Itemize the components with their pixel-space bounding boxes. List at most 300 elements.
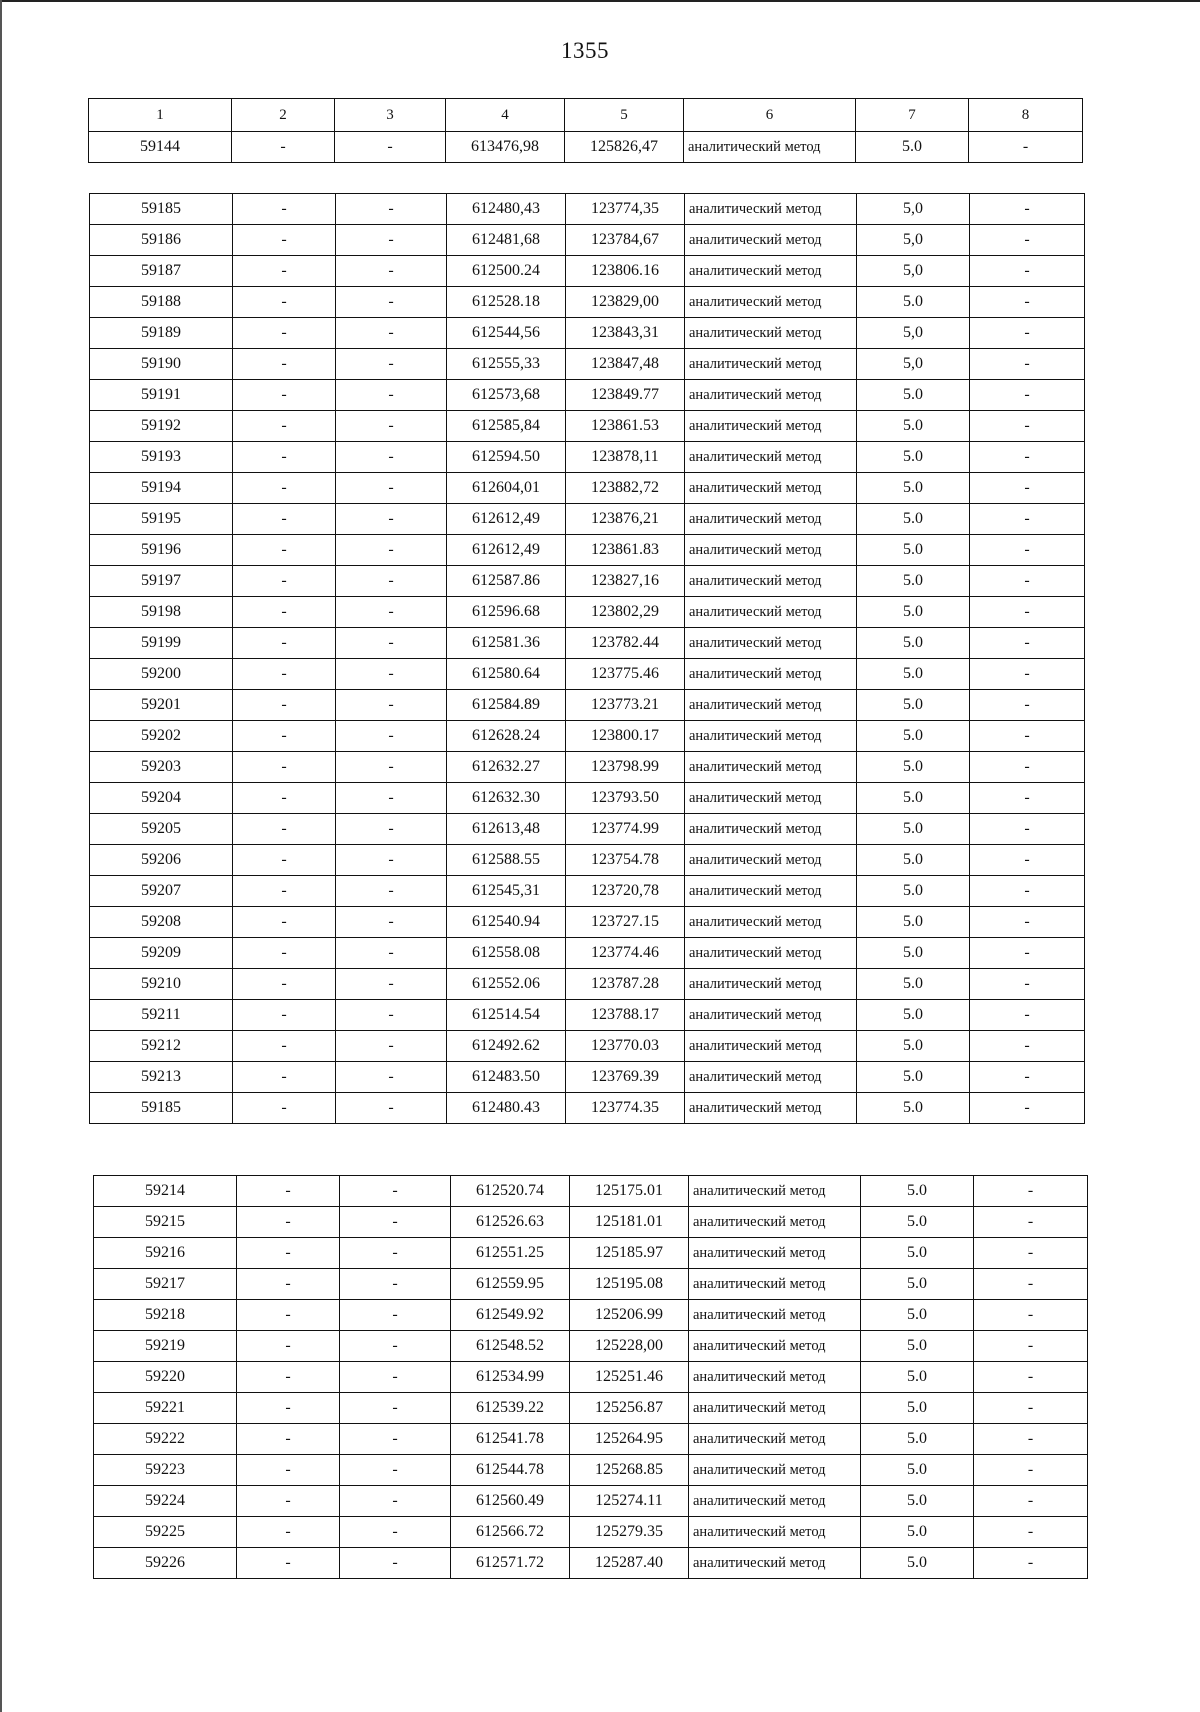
method-cell: аналитический метод	[689, 1486, 861, 1517]
col-2-cell: -	[233, 504, 336, 535]
accuracy-cell: 5.0	[861, 1176, 974, 1207]
accuracy-cell: 5.0	[857, 1031, 970, 1062]
column-header: 1	[89, 99, 232, 132]
col-8-cell: -	[970, 287, 1085, 318]
x-coordinate-cell: 612480.43	[447, 1093, 566, 1124]
col-3-cell: -	[336, 1062, 447, 1093]
col-2-cell: -	[233, 690, 336, 721]
method-cell: аналитический метод	[689, 1393, 861, 1424]
col-2-cell: -	[233, 659, 336, 690]
point-number-cell: 59225	[94, 1517, 237, 1548]
point-number-cell: 59218	[94, 1300, 237, 1331]
point-number-cell: 59192	[90, 411, 233, 442]
col-3-cell: -	[336, 566, 447, 597]
col-8-cell: -	[970, 566, 1085, 597]
method-cell: аналитический метод	[685, 783, 857, 814]
col-2-cell: -	[233, 814, 336, 845]
accuracy-cell: 5.0	[857, 814, 970, 845]
table-row	[90, 876, 1085, 907]
x-coordinate-cell: 612632.30	[447, 783, 566, 814]
accuracy-cell: 5.0	[857, 597, 970, 628]
col-3-cell: -	[340, 1176, 451, 1207]
point-number-cell: 59185	[90, 194, 233, 225]
table-row	[89, 132, 1083, 163]
method-cell: аналитический метод	[689, 1455, 861, 1486]
y-coordinate-cell: 125181.01	[570, 1207, 689, 1238]
table-row	[90, 473, 1085, 504]
table-row	[90, 597, 1085, 628]
accuracy-cell: 5.0	[857, 752, 970, 783]
col-8-cell: -	[970, 1093, 1085, 1124]
accuracy-cell: 5.0	[857, 411, 970, 442]
col-2-cell: -	[233, 225, 336, 256]
method-cell: аналитический метод	[685, 845, 857, 876]
col-3-cell: -	[340, 1207, 451, 1238]
col-8-cell: -	[970, 442, 1085, 473]
x-coordinate-cell: 612520.74	[451, 1176, 570, 1207]
accuracy-cell: 5.0	[856, 132, 969, 163]
col-8-cell: -	[970, 194, 1085, 225]
scan-edge-left	[0, 0, 2, 1712]
accuracy-cell: 5,0	[857, 349, 970, 380]
y-coordinate-cell: 125256.87	[570, 1393, 689, 1424]
method-cell: аналитический метод	[689, 1331, 861, 1362]
col-8-cell: -	[970, 597, 1085, 628]
col-2-cell: -	[233, 1031, 336, 1062]
x-coordinate-cell: 612526.63	[451, 1207, 570, 1238]
point-number-cell: 59212	[90, 1031, 233, 1062]
accuracy-cell: 5.0	[857, 566, 970, 597]
point-number-cell: 59191	[90, 380, 233, 411]
col-3-cell: -	[336, 938, 447, 969]
col-8-cell: -	[970, 1031, 1085, 1062]
y-coordinate-cell: 123882,72	[566, 473, 685, 504]
col-3-cell: -	[336, 721, 447, 752]
y-coordinate-cell: 123861.53	[566, 411, 685, 442]
point-number-cell: 59196	[90, 535, 233, 566]
table-row	[94, 1331, 1088, 1362]
table-row	[90, 411, 1085, 442]
col-8-cell: -	[974, 1455, 1088, 1486]
method-cell: аналитический метод	[685, 349, 857, 380]
col-2-cell: -	[237, 1269, 340, 1300]
point-number-cell: 59207	[90, 876, 233, 907]
col-2-cell: -	[233, 938, 336, 969]
col-8-cell: -	[974, 1362, 1088, 1393]
y-coordinate-cell: 123788.17	[566, 1000, 685, 1031]
accuracy-cell: 5.0	[857, 442, 970, 473]
coordinates-table-block-a	[88, 98, 1083, 163]
y-coordinate-cell: 123774,35	[566, 194, 685, 225]
y-coordinate-cell: 123774.35	[566, 1093, 685, 1124]
method-cell: аналитический метод	[689, 1548, 861, 1579]
x-coordinate-cell: 612613,48	[447, 814, 566, 845]
point-number-cell: 59226	[94, 1548, 237, 1579]
col-2-cell: -	[233, 473, 336, 504]
column-header: 4	[446, 99, 565, 132]
col-2-cell: -	[233, 566, 336, 597]
col-3-cell: -	[340, 1486, 451, 1517]
accuracy-cell: 5.0	[857, 473, 970, 504]
col-3-cell: -	[336, 969, 447, 1000]
table-row	[90, 1093, 1085, 1124]
y-coordinate-cell: 125264.95	[570, 1424, 689, 1455]
col-3-cell: -	[340, 1393, 451, 1424]
col-3-cell: -	[336, 535, 447, 566]
accuracy-cell: 5.0	[857, 845, 970, 876]
col-2-cell: -	[233, 969, 336, 1000]
accuracy-cell: 5.0	[857, 287, 970, 318]
coordinates-table-block-c	[93, 1175, 1088, 1579]
page-number: 1355	[561, 38, 609, 63]
method-cell: аналитический метод	[689, 1517, 861, 1548]
y-coordinate-cell: 125185.97	[570, 1238, 689, 1269]
x-coordinate-cell: 612559.95	[451, 1269, 570, 1300]
table-row	[94, 1362, 1088, 1393]
col-8-cell: -	[970, 380, 1085, 411]
col-2-cell: -	[233, 442, 336, 473]
accuracy-cell: 5.0	[861, 1269, 974, 1300]
accuracy-cell: 5.0	[861, 1238, 974, 1269]
col-8-cell: -	[970, 876, 1085, 907]
method-cell: аналитический метод	[685, 504, 857, 535]
point-number-cell: 59216	[94, 1238, 237, 1269]
table-row	[90, 814, 1085, 845]
x-coordinate-cell: 612560.49	[451, 1486, 570, 1517]
col-3-cell: -	[336, 504, 447, 535]
y-coordinate-cell: 123754.78	[566, 845, 685, 876]
method-cell: аналитический метод	[685, 256, 857, 287]
table-row	[94, 1269, 1088, 1300]
accuracy-cell: 5.0	[861, 1486, 974, 1517]
x-coordinate-cell: 612581.36	[447, 628, 566, 659]
accuracy-cell: 5,0	[857, 318, 970, 349]
col-8-cell: -	[970, 907, 1085, 938]
accuracy-cell: 5.0	[857, 783, 970, 814]
col-2-cell: -	[233, 411, 336, 442]
point-number-cell: 59213	[90, 1062, 233, 1093]
col-2-cell: -	[232, 132, 335, 163]
y-coordinate-cell: 123861.83	[566, 535, 685, 566]
method-cell: аналитический метод	[689, 1300, 861, 1331]
accuracy-cell: 5.0	[857, 876, 970, 907]
table-row	[90, 287, 1085, 318]
col-2-cell: -	[237, 1517, 340, 1548]
x-coordinate-cell: 612545,31	[447, 876, 566, 907]
accuracy-cell: 5.0	[857, 628, 970, 659]
method-cell: аналитический метод	[685, 1000, 857, 1031]
method-cell: аналитический метод	[685, 225, 857, 256]
y-coordinate-cell: 123774.99	[566, 814, 685, 845]
point-number-cell: 59214	[94, 1176, 237, 1207]
col-2-cell: -	[233, 256, 336, 287]
accuracy-cell: 5.0	[861, 1331, 974, 1362]
col-2-cell: -	[233, 380, 336, 411]
accuracy-cell: 5.0	[857, 938, 970, 969]
point-number-cell: 59208	[90, 907, 233, 938]
col-3-cell: -	[340, 1517, 451, 1548]
accuracy-cell: 5.0	[861, 1517, 974, 1548]
col-2-cell: -	[237, 1238, 340, 1269]
table-row	[90, 566, 1085, 597]
point-number-cell: 59197	[90, 566, 233, 597]
table-row	[94, 1455, 1088, 1486]
table-row	[90, 1031, 1085, 1062]
x-coordinate-cell: 612544.78	[451, 1455, 570, 1486]
method-cell: аналитический метод	[685, 566, 857, 597]
accuracy-cell: 5.0	[857, 1000, 970, 1031]
table-row	[94, 1424, 1088, 1455]
table-row	[90, 1000, 1085, 1031]
col-2-cell: -	[233, 194, 336, 225]
col-8-cell: -	[974, 1517, 1088, 1548]
point-number-cell: 59221	[94, 1393, 237, 1424]
col-2-cell: -	[237, 1424, 340, 1455]
x-coordinate-cell: 612558.08	[447, 938, 566, 969]
accuracy-cell: 5.0	[861, 1393, 974, 1424]
x-coordinate-cell: 612566.72	[451, 1517, 570, 1548]
col-8-cell: -	[970, 473, 1085, 504]
col-8-cell: -	[970, 783, 1085, 814]
table-row	[94, 1486, 1088, 1517]
x-coordinate-cell: 612548.52	[451, 1331, 570, 1362]
col-8-cell: -	[970, 845, 1085, 876]
x-coordinate-cell: 612587.86	[447, 566, 566, 597]
x-coordinate-cell: 612549.92	[451, 1300, 570, 1331]
point-number-cell: 59205	[90, 814, 233, 845]
y-coordinate-cell: 123878,11	[566, 442, 685, 473]
col-8-cell: -	[970, 659, 1085, 690]
col-3-cell: -	[336, 845, 447, 876]
point-number-cell: 59199	[90, 628, 233, 659]
y-coordinate-cell: 123800.17	[566, 721, 685, 752]
point-number-cell: 59222	[94, 1424, 237, 1455]
method-cell: аналитический метод	[685, 473, 857, 504]
table-row	[94, 1517, 1088, 1548]
accuracy-cell: 5.0	[857, 721, 970, 752]
table-row	[90, 659, 1085, 690]
coordinates-table-block-b	[89, 193, 1085, 1124]
col-3-cell: -	[340, 1362, 451, 1393]
column-header: 2	[232, 99, 335, 132]
method-cell: аналитический метод	[685, 659, 857, 690]
point-number-cell: 59195	[90, 504, 233, 535]
col-8-cell: -	[970, 938, 1085, 969]
method-cell: аналитический метод	[685, 752, 857, 783]
x-coordinate-cell: 612594.50	[447, 442, 566, 473]
table-row	[90, 535, 1085, 566]
col-2-cell: -	[237, 1176, 340, 1207]
col-2-cell: -	[233, 1000, 336, 1031]
method-cell: аналитический метод	[685, 907, 857, 938]
table-row	[90, 442, 1085, 473]
point-number-cell: 59194	[90, 473, 233, 504]
x-coordinate-cell: 612612,49	[447, 504, 566, 535]
y-coordinate-cell: 125251.46	[570, 1362, 689, 1393]
y-coordinate-cell: 123802,29	[566, 597, 685, 628]
point-number-cell: 59201	[90, 690, 233, 721]
y-coordinate-cell: 123798.99	[566, 752, 685, 783]
y-coordinate-cell: 123847,48	[566, 349, 685, 380]
point-number-cell: 59189	[90, 318, 233, 349]
point-number-cell: 59210	[90, 969, 233, 1000]
col-8-cell: -	[974, 1176, 1088, 1207]
col-8-cell: -	[970, 628, 1085, 659]
col-8-cell: -	[970, 1062, 1085, 1093]
x-coordinate-cell: 613476,98	[446, 132, 565, 163]
accuracy-cell: 5.0	[857, 690, 970, 721]
point-number-cell: 59144	[89, 132, 232, 163]
y-coordinate-cell: 125287.40	[570, 1548, 689, 1579]
col-3-cell: -	[340, 1238, 451, 1269]
table-row	[94, 1207, 1088, 1238]
col-8-cell: -	[970, 349, 1085, 380]
y-coordinate-cell: 123720,78	[566, 876, 685, 907]
col-3-cell: -	[336, 225, 447, 256]
y-coordinate-cell: 123829,00	[566, 287, 685, 318]
accuracy-cell: 5,0	[857, 256, 970, 287]
col-2-cell: -	[233, 287, 336, 318]
col-8-cell: -	[974, 1548, 1088, 1579]
col-8-cell: -	[970, 690, 1085, 721]
col-8-cell: -	[970, 256, 1085, 287]
col-3-cell: -	[340, 1300, 451, 1331]
method-cell: аналитический метод	[685, 721, 857, 752]
table-row	[90, 225, 1085, 256]
col-8-cell: -	[970, 721, 1085, 752]
col-2-cell: -	[233, 349, 336, 380]
x-coordinate-cell: 612573,68	[447, 380, 566, 411]
table-row	[90, 256, 1085, 287]
col-3-cell: -	[336, 1031, 447, 1062]
col-3-cell: -	[340, 1269, 451, 1300]
col-8-cell: -	[970, 969, 1085, 1000]
y-coordinate-cell: 125175.01	[570, 1176, 689, 1207]
col-3-cell: -	[340, 1424, 451, 1455]
table-row	[90, 721, 1085, 752]
col-3-cell: -	[340, 1331, 451, 1362]
method-cell: аналитический метод	[685, 814, 857, 845]
col-2-cell: -	[237, 1393, 340, 1424]
col-2-cell: -	[237, 1548, 340, 1579]
y-coordinate-cell: 123770.03	[566, 1031, 685, 1062]
col-2-cell: -	[233, 752, 336, 783]
method-cell: аналитический метод	[689, 1238, 861, 1269]
col-3-cell: -	[336, 442, 447, 473]
column-header: 5	[565, 99, 684, 132]
col-8-cell: -	[974, 1238, 1088, 1269]
point-number-cell: 59187	[90, 256, 233, 287]
x-coordinate-cell: 612514.54	[447, 1000, 566, 1031]
table-row	[90, 845, 1085, 876]
col-3-cell: -	[336, 1093, 447, 1124]
point-number-cell: 59211	[90, 1000, 233, 1031]
point-number-cell: 59209	[90, 938, 233, 969]
col-8-cell: -	[970, 535, 1085, 566]
col-3-cell: -	[336, 597, 447, 628]
y-coordinate-cell: 123775.46	[566, 659, 685, 690]
col-2-cell: -	[237, 1207, 340, 1238]
x-coordinate-cell: 612492.62	[447, 1031, 566, 1062]
point-number-cell: 59217	[94, 1269, 237, 1300]
accuracy-cell: 5.0	[857, 504, 970, 535]
method-cell: аналитический метод	[684, 132, 856, 163]
x-coordinate-cell: 612552.06	[447, 969, 566, 1000]
table-row	[90, 628, 1085, 659]
col-2-cell: -	[233, 597, 336, 628]
table-row	[90, 969, 1085, 1000]
col-3-cell: -	[336, 752, 447, 783]
table-row	[90, 690, 1085, 721]
x-coordinate-cell: 612612,49	[447, 535, 566, 566]
col-8-cell: -	[969, 132, 1083, 163]
col-3-cell: -	[336, 783, 447, 814]
x-coordinate-cell: 612632.27	[447, 752, 566, 783]
col-3-cell: -	[336, 473, 447, 504]
x-coordinate-cell: 612628.24	[447, 721, 566, 752]
col-2-cell: -	[233, 628, 336, 659]
table-row	[90, 194, 1085, 225]
y-coordinate-cell: 125826,47	[565, 132, 684, 163]
col-8-cell: -	[974, 1486, 1088, 1517]
point-number-cell: 59204	[90, 783, 233, 814]
x-coordinate-cell: 612481,68	[447, 225, 566, 256]
x-coordinate-cell: 612604,01	[447, 473, 566, 504]
point-number-cell: 59188	[90, 287, 233, 318]
method-cell: аналитический метод	[685, 597, 857, 628]
method-cell: аналитический метод	[685, 1062, 857, 1093]
accuracy-cell: 5.0	[857, 969, 970, 1000]
method-cell: аналитический метод	[685, 876, 857, 907]
accuracy-cell: 5.0	[857, 535, 970, 566]
y-coordinate-cell: 123806.16	[566, 256, 685, 287]
col-3-cell: -	[340, 1548, 451, 1579]
accuracy-cell: 5.0	[857, 380, 970, 411]
table-row	[90, 318, 1085, 349]
col-3-cell: -	[336, 690, 447, 721]
col-3-cell: -	[336, 1000, 447, 1031]
col-8-cell: -	[974, 1393, 1088, 1424]
y-coordinate-cell: 123774.46	[566, 938, 685, 969]
point-number-cell: 59200	[90, 659, 233, 690]
accuracy-cell: 5.0	[861, 1300, 974, 1331]
method-cell: аналитический метод	[689, 1424, 861, 1455]
col-8-cell: -	[970, 411, 1085, 442]
accuracy-cell: 5,0	[857, 225, 970, 256]
col-2-cell: -	[233, 907, 336, 938]
table-row	[90, 349, 1085, 380]
y-coordinate-cell: 123787.28	[566, 969, 685, 1000]
col-2-cell: -	[237, 1455, 340, 1486]
x-coordinate-cell: 612551.25	[451, 1238, 570, 1269]
col-3-cell: -	[336, 814, 447, 845]
col-8-cell: -	[970, 1000, 1085, 1031]
col-8-cell: -	[970, 225, 1085, 256]
table-row	[90, 783, 1085, 814]
table-row	[90, 752, 1085, 783]
col-3-cell: -	[340, 1455, 451, 1486]
method-cell: аналитический метод	[685, 1093, 857, 1124]
col-2-cell: -	[233, 876, 336, 907]
method-cell: аналитический метод	[685, 318, 857, 349]
accuracy-cell: 5.0	[861, 1424, 974, 1455]
accuracy-cell: 5.0	[861, 1207, 974, 1238]
point-number-cell: 59219	[94, 1331, 237, 1362]
column-header: 7	[856, 99, 969, 132]
col-3-cell: -	[335, 132, 446, 163]
method-cell: аналитический метод	[685, 287, 857, 318]
x-coordinate-cell: 612534.99	[451, 1362, 570, 1393]
